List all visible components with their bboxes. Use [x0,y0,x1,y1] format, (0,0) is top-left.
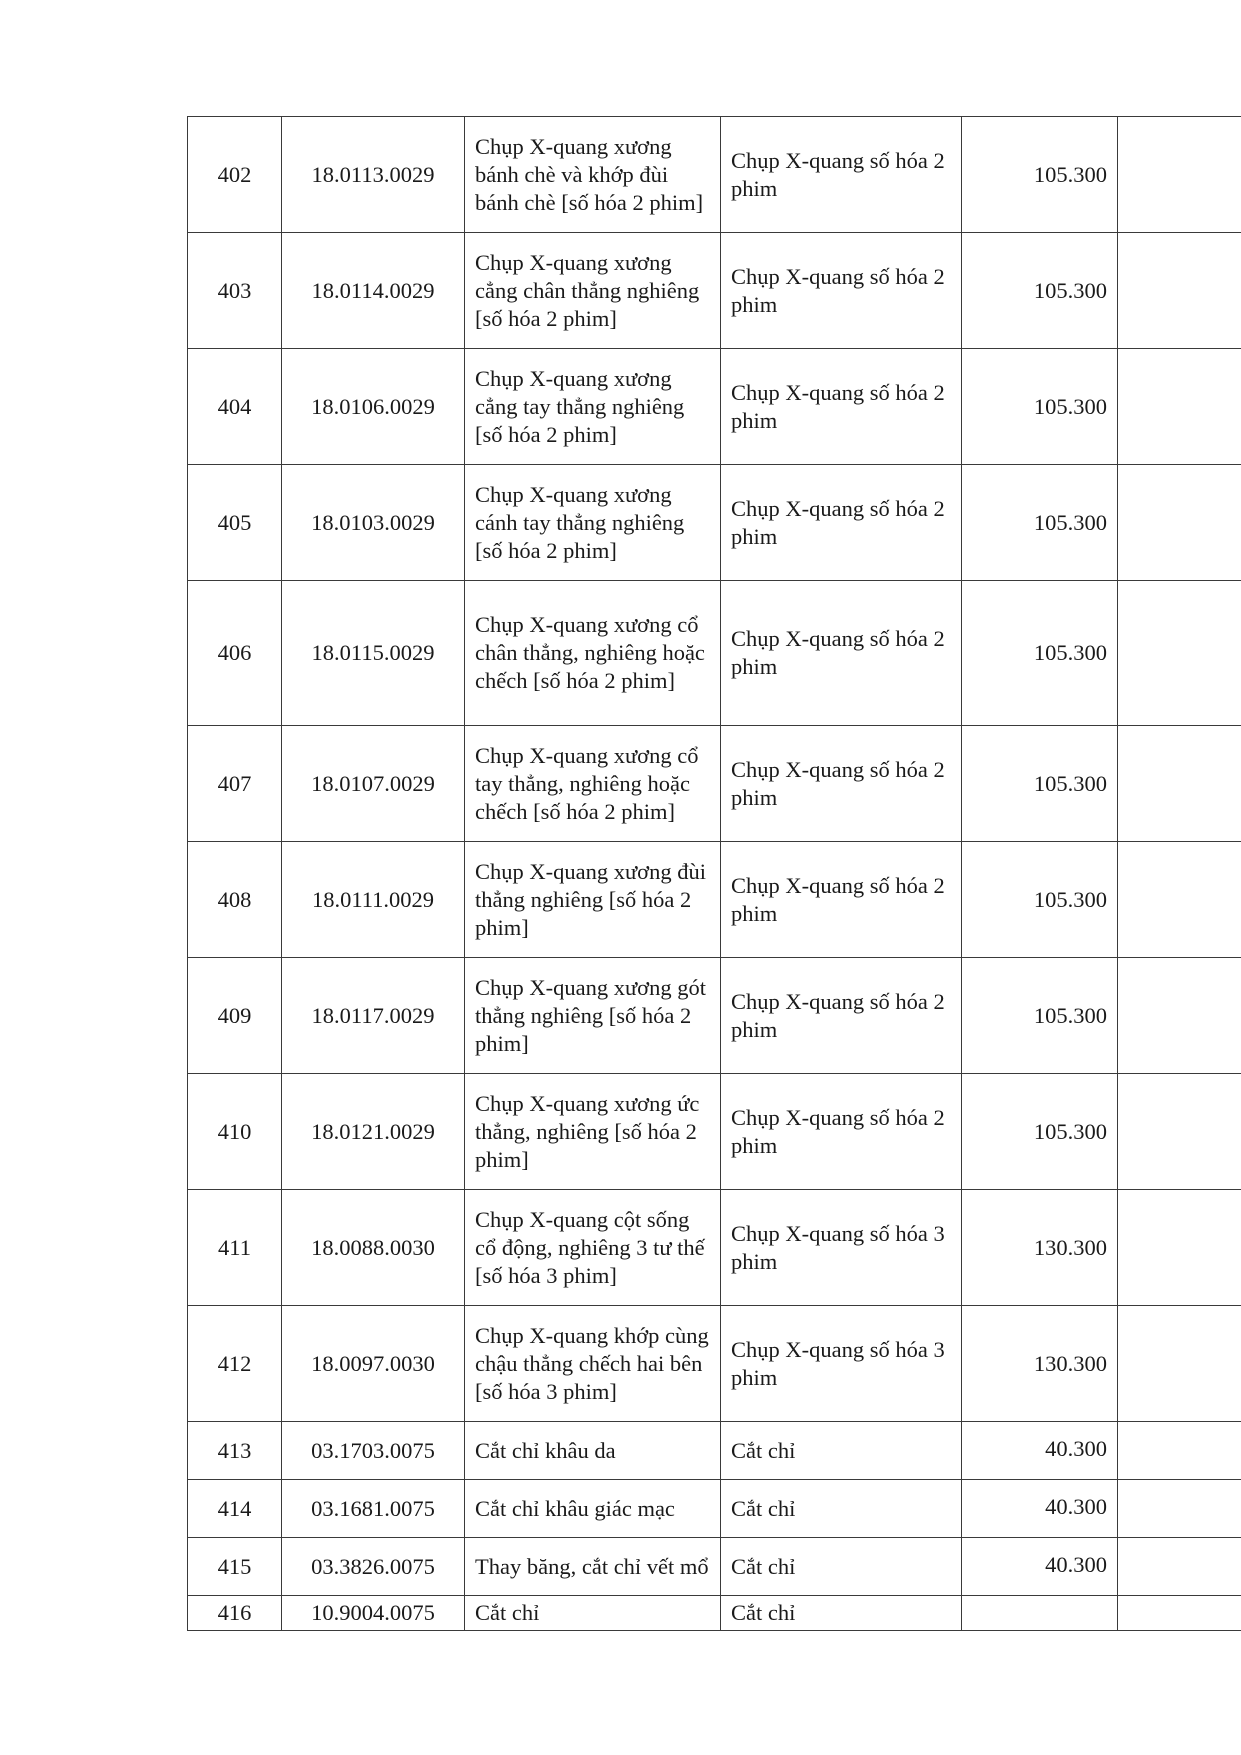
service-code-cell: 18.0088.0030 [282,1190,465,1306]
price-cell [962,1596,1118,1631]
note-cell [1118,1190,1241,1306]
price-cell: 130.300 [962,1306,1118,1422]
service-name-cell: Chụp X-quang xương cánh tay thẳng nghiêng [số hóa 2 phim] [465,465,721,581]
service-code-cell: 18.0114.0029 [282,233,465,349]
table-row [188,117,1241,233]
table-row [188,1190,1241,1306]
service-group-cell: Chụp X-quang số hóa 2 phim [721,465,962,581]
price-cell: 105.300 [962,581,1118,726]
service-code-cell: 18.0106.0029 [282,349,465,465]
service-name-cell: Thay băng, cắt chỉ vết mổ [465,1538,721,1596]
note-cell [1118,842,1241,958]
row-number-cell: 402 [188,117,282,233]
row-number-cell: 406 [188,581,282,726]
note-cell [1118,1538,1241,1596]
table-row [188,726,1241,842]
service-group-cell: Chụp X-quang số hóa 3 phim [721,1306,962,1422]
table-row [188,1538,1241,1596]
note-cell [1118,1422,1241,1480]
row-number-cell: 404 [188,349,282,465]
service-code-cell: 10.9004.0075 [282,1596,465,1631]
service-group-cell: Cắt chỉ [721,1538,962,1596]
table-row [188,1596,1241,1631]
service-group-cell: Chụp X-quang số hóa 2 phim [721,581,962,726]
service-code-cell: 18.0121.0029 [282,1074,465,1190]
service-name-cell: Chụp X-quang xương cẳng chân thẳng nghiêng [số hóa 2 phim] [465,233,721,349]
row-number-cell: 413 [188,1422,282,1480]
row-number-cell: 407 [188,726,282,842]
note-cell [1118,465,1241,581]
row-number-cell: 403 [188,233,282,349]
table-row [188,1422,1241,1480]
note-cell [1118,1306,1241,1422]
row-number-cell: 411 [188,1190,282,1306]
service-group-cell: Cắt chỉ [721,1596,962,1631]
service-code-cell: 03.1703.0075 [282,1422,465,1480]
price-cell: 130.300 [962,1190,1118,1306]
service-name-cell: Cắt chỉ khâu giác mạc [465,1480,721,1538]
price-cell: 105.300 [962,349,1118,465]
row-number-cell: 412 [188,1306,282,1422]
service-name-cell: Chụp X-quang xương cẳng tay thẳng nghiêng [số hóa 2 phim] [465,349,721,465]
row-number-cell: 408 [188,842,282,958]
row-number-cell: 414 [188,1480,282,1538]
note-cell [1118,117,1241,233]
table-row [188,465,1241,581]
service-group-cell: Chụp X-quang số hóa 2 phim [721,349,962,465]
service-group-cell: Chụp X-quang số hóa 2 phim [721,842,962,958]
service-group-cell: Cắt chỉ [721,1480,962,1538]
service-group-cell: Chụp X-quang số hóa 2 phim [721,117,962,233]
table-row [188,349,1241,465]
price-cell: 105.300 [962,233,1118,349]
note-cell [1118,958,1241,1074]
service-name-cell: Chụp X-quang xương ức thẳng, nghiêng [số hóa 2 phim] [465,1074,721,1190]
table-row [188,1074,1241,1190]
service-code-cell: 18.0111.0029 [282,842,465,958]
service-name-cell: Chụp X-quang khớp cùng chậu thẳng chếch hai bên [số hóa 3 phim] [465,1306,721,1422]
note-cell [1118,1480,1241,1538]
service-group-cell: Chụp X-quang số hóa 2 phim [721,726,962,842]
price-cell: 105.300 [962,117,1118,233]
service-group-cell: Chụp X-quang số hóa 3 phim [721,1190,962,1306]
row-number-cell: 410 [188,1074,282,1190]
price-table [187,116,1241,1631]
service-name-cell: Chụp X-quang xương gót thẳng nghiêng [số hóa 2 phim] [465,958,721,1074]
service-group-cell: Chụp X-quang số hóa 2 phim [721,233,962,349]
service-name-cell: Chụp X-quang xương cổ chân thẳng, nghiêng hoặc chếch [số hóa 2 phim] [465,581,721,726]
service-code-cell: 03.1681.0075 [282,1480,465,1538]
note-cell [1118,581,1241,726]
service-code-cell: 18.0097.0030 [282,1306,465,1422]
row-number-cell: 415 [188,1538,282,1596]
service-code-cell: 18.0117.0029 [282,958,465,1074]
note-cell [1118,1596,1241,1631]
service-name-cell: Chụp X-quang xương đùi thẳng nghiêng [số hóa 2 phim] [465,842,721,958]
table-row [188,958,1241,1074]
service-code-cell: 18.0107.0029 [282,726,465,842]
note-cell [1118,349,1241,465]
service-code-cell: 18.0113.0029 [282,117,465,233]
note-cell [1118,726,1241,842]
service-code-cell: 18.0103.0029 [282,465,465,581]
price-cell: 40.300 [962,1480,1118,1538]
note-cell [1118,1074,1241,1190]
price-cell: 105.300 [962,465,1118,581]
table-row [188,581,1241,726]
table-row [188,842,1241,958]
service-name-cell: Chụp X-quang cột sống cổ động, nghiêng 3 tư thế [số hóa 3 phim] [465,1190,721,1306]
table-row [188,1480,1241,1538]
row-number-cell: 405 [188,465,282,581]
price-cell: 105.300 [962,726,1118,842]
service-group-cell: Cắt chỉ [721,1422,962,1480]
service-name-cell: Chụp X-quang xương bánh chè và khớp đùi bánh chè [số hóa 2 phim] [465,117,721,233]
price-cell: 105.300 [962,958,1118,1074]
price-cell: 105.300 [962,1074,1118,1190]
row-number-cell: 416 [188,1596,282,1631]
row-number-cell: 409 [188,958,282,1074]
price-cell: 40.300 [962,1422,1118,1480]
price-table-body [188,117,1241,1631]
service-code-cell: 03.3826.0075 [282,1538,465,1596]
service-name-cell: Cắt chỉ [465,1596,721,1631]
service-name-cell: Cắt chỉ khâu da [465,1422,721,1480]
price-cell: 40.300 [962,1538,1118,1596]
service-code-cell: 18.0115.0029 [282,581,465,726]
price-cell: 105.300 [962,842,1118,958]
table-row [188,233,1241,349]
service-group-cell: Chụp X-quang số hóa 2 phim [721,1074,962,1190]
service-name-cell: Chụp X-quang xương cổ tay thẳng, nghiêng hoặc chếch [số hóa 2 phim] [465,726,721,842]
note-cell [1118,233,1241,349]
table-row [188,1306,1241,1422]
service-group-cell: Chụp X-quang số hóa 2 phim [721,958,962,1074]
